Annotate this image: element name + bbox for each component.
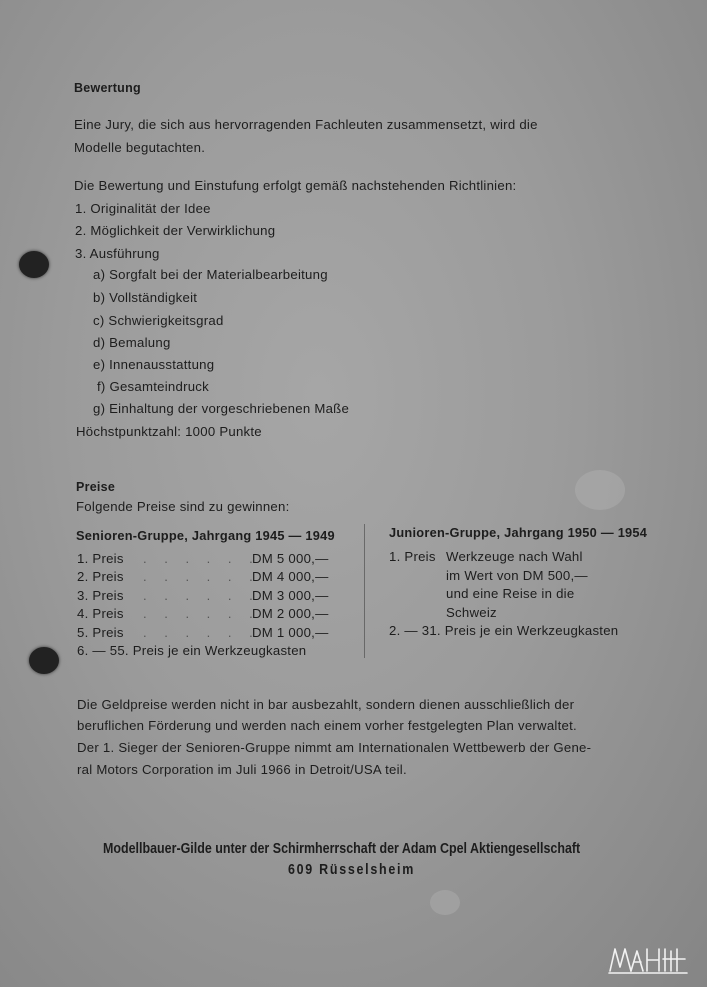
junior-group-heading: Junioren-Gruppe, Jahrgang 1950 — 1954	[389, 525, 648, 540]
leader-dots: . . . . . .	[143, 569, 260, 584]
leader-dots: . . . . . .	[143, 625, 260, 640]
prize-label: 5. Preis	[77, 625, 124, 640]
junior-first-prize-line: im Wert von DM 500,—	[446, 568, 588, 583]
sub-criteria-item: f) Gesamteindruck	[97, 379, 209, 394]
prize-label: 3. Preis	[77, 588, 124, 603]
senior-group-heading: Senioren-Gruppe, Jahrgang 1945 — 1949	[76, 528, 335, 543]
prize-label: 1. Preis	[77, 551, 124, 566]
prize-amount: DM 3 000,—	[252, 588, 329, 603]
prize-label: 4. Preis	[77, 606, 124, 621]
footer-organization: Modellbauer-Gilde unter der Schirmherrschaft der Adam Cpel Aktiengesellschaft	[103, 841, 581, 857]
closing-line: Der 1. Sieger der Senioren-Gruppe nimmt am Internationalen Wettbewerb der Gene-	[77, 740, 592, 755]
sub-criteria-item: a) Sorgfalt bei der Materialbearbeitung	[93, 267, 328, 282]
criteria-item: 1. Originalität der Idee	[75, 201, 211, 216]
punch-hole-bottom	[29, 647, 59, 674]
criteria-item: 2. Möglichkeit der Verwirklichung	[75, 223, 276, 238]
sub-criteria-item: c) Schwierigkeitsgrad	[93, 313, 224, 328]
prize-amount: DM 1 000,—	[252, 625, 329, 640]
sub-criteria-item: g) Einhaltung der vorgeschriebenen Maße	[93, 401, 350, 416]
section-heading-preise: Preise	[76, 480, 116, 494]
max-points: Höchstpunktzahl: 1000 Punkte	[76, 424, 262, 439]
footer-city: 609 Rüsselsheim	[288, 862, 416, 878]
closing-line: Die Geldpreise werden nicht in bar ausbezahlt, sondern dienen ausschließlich der	[77, 697, 575, 712]
paper-stain	[430, 890, 460, 915]
prize-label: 2. Preis	[77, 569, 124, 584]
paper-stain	[575, 470, 625, 510]
prize-amount: DM 2 000,—	[252, 606, 329, 621]
sub-criteria-item: e) Innenausstattung	[93, 357, 215, 372]
junior-first-prize-label: 1. Preis	[389, 549, 436, 564]
prizes-intro: Folgende Preise sind zu gewinnen:	[76, 499, 290, 514]
junior-first-prize-line: Schweiz	[446, 605, 497, 620]
section-heading-bewertung: Bewertung	[74, 81, 141, 95]
junior-first-prize-line: Werkzeuge nach Wahl	[446, 549, 583, 564]
prize-amount: DM 5 000,—	[252, 551, 329, 566]
column-divider	[364, 524, 365, 658]
prize-amount: DM 4 000,—	[252, 569, 329, 584]
senior-rest-prizes: 6. — 55. Preis je ein Werkzeugkasten	[77, 643, 307, 658]
criteria-item: 3. Ausführung	[75, 246, 160, 261]
jury-intro-line: Eine Jury, die sich aus hervorragenden Fachleuten zusammensetzt, wird die	[74, 117, 538, 132]
punch-hole-top	[19, 251, 49, 278]
junior-first-prize-line: und eine Reise in die	[446, 586, 575, 601]
jury-intro-line: Modelle begutachten.	[74, 140, 206, 155]
leader-dots: . . . . . .	[143, 551, 260, 566]
sub-criteria-item: d) Bemalung	[93, 335, 171, 350]
closing-line: beruflichen Förderung und werden nach einem vorher festgelegten Plan verwaltet.	[77, 718, 577, 733]
leader-dots: . . . . . .	[143, 606, 260, 621]
criteria-intro: Die Bewertung und Einstufung erfolgt gemäß nachstehenden Richtlinien:	[74, 178, 517, 193]
junior-rest-prizes: 2. — 31. Preis je ein Werkzeugkasten	[389, 623, 619, 638]
leader-dots: . . . . . .	[143, 588, 260, 603]
closing-line: ral Motors Corporation im Juli 1966 in Detroit/USA teil.	[77, 762, 407, 777]
sub-criteria-item: b) Vollständigkeit	[93, 290, 198, 305]
signature-watermark-icon	[607, 943, 689, 977]
